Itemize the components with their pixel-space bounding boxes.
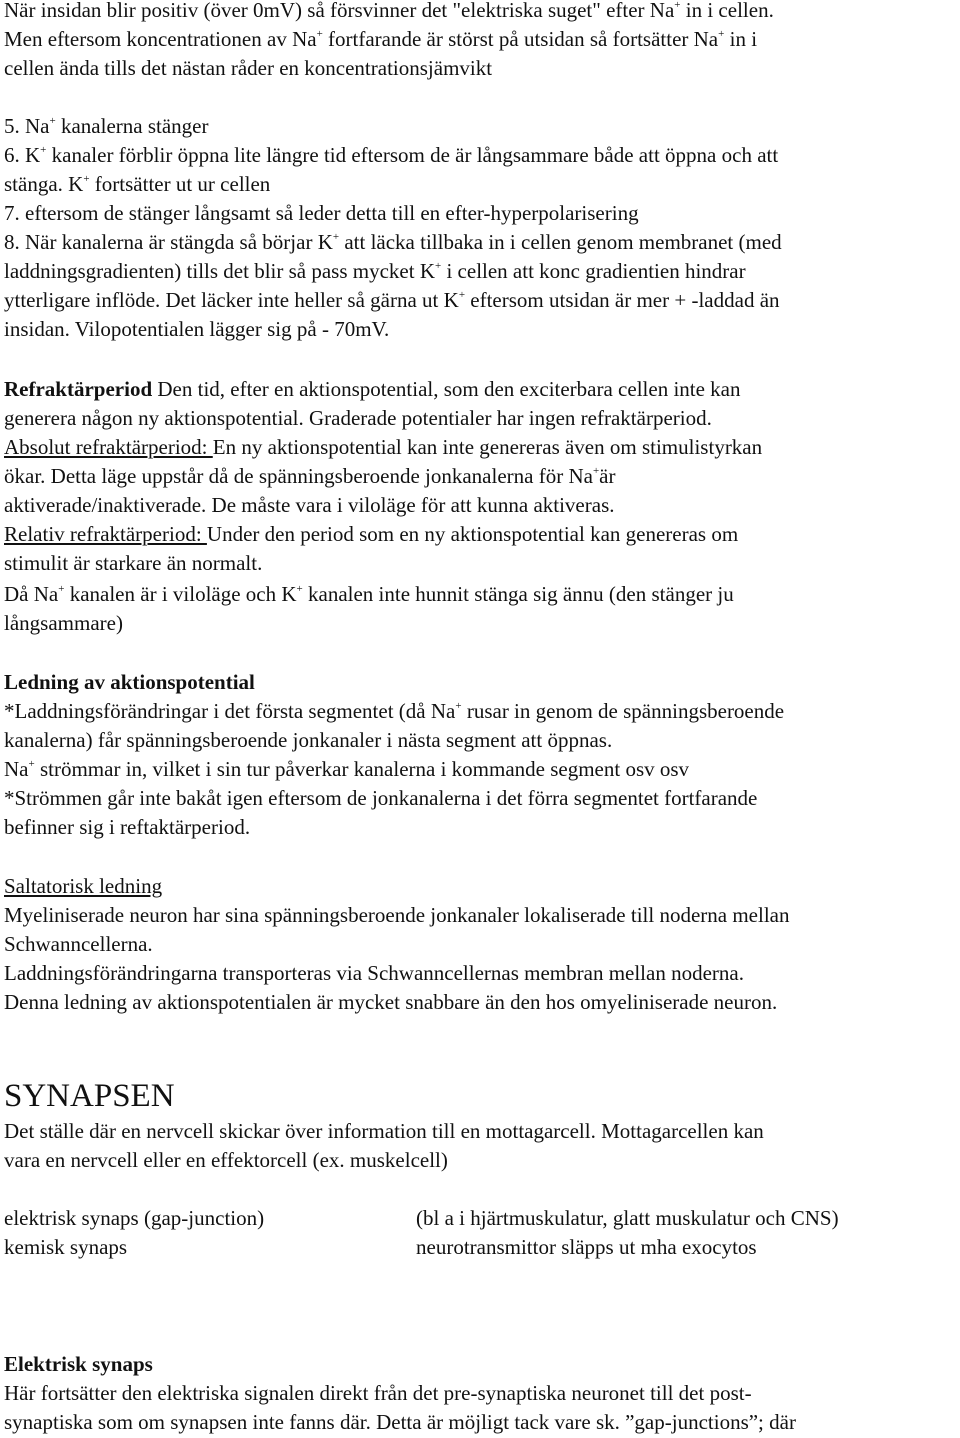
- list-item: 7. eftersom de stänger långsamt så leder detta till en efter-hyperpolarisering: [4, 201, 639, 225]
- text-line: vara en nervcell eller en effektorcell (ex. muskelcell): [4, 1148, 448, 1172]
- text-line: Refraktärperiod Den tid, efter en aktionspotential, som den exciterbara cellen inte kan: [4, 377, 741, 401]
- text-line: Laddningsförändringarna transporteras via Schwanncellernas membran mellan noderna.: [4, 961, 744, 985]
- text-line: Det ställe där en nervcell skickar över information till en mottagarcell. Mottagarcellen kan: [4, 1119, 764, 1143]
- text-line: stimulit är starkare än normalt.: [4, 551, 263, 575]
- term-absolut: Absolut refraktärperiod:: [4, 435, 213, 459]
- text-line: kanalerna) får spänningsberoende jonkanaler i nästa segment att öppnas.: [4, 728, 613, 752]
- text-line: När insidan blir positiv (över 0mV) så försvinner det "elektriska suget" efter Na+ in i cellen.: [4, 0, 774, 22]
- text-line: ökar. Detta läge uppstår då de spänningsberoende jonkanalerna för Na+är: [4, 464, 616, 488]
- text-line: synaptiska som om synapsen inte fanns där. Detta är möjligt tack vare sk. ”gap-junctions”; där: [4, 1410, 796, 1434]
- page-title: SYNAPSEN: [4, 1078, 175, 1114]
- term-refraktarperiod: Refraktärperiod: [4, 377, 153, 401]
- text-line: Myeliniserade neuron har sina spänningsberoende jonkanaler lokaliserade till noderna mellan: [4, 903, 790, 927]
- text-line: Relativ refraktärperiod: Under den period som en ny aktionspotential kan genereras om: [4, 522, 739, 546]
- text-line: generera någon ny aktionspotential. Graderade potentialer har ingen refraktärperiod.: [4, 406, 712, 430]
- section-heading: Saltatorisk ledning: [4, 874, 163, 898]
- text-line: stänga. K+ fortsätter ut ur cellen: [4, 172, 271, 196]
- text-line: insidan. Vilopotentialen lägger sig på - 70mV.: [4, 317, 390, 341]
- section-heading: Elektrisk synaps: [4, 1352, 153, 1376]
- list-item: 8. När kanalerna är stängda så börjar K+ att läcka tillbaka in i cellen genom membranet (med: [4, 230, 782, 254]
- text-line: långsammare): [4, 611, 123, 635]
- text-line: Na+ strömmar in, vilket i sin tur påverkar kanalerna i kommande segment osv osv: [4, 757, 690, 781]
- text-line: cellen ända tills det nästan råder en koncentrationsjämvikt: [4, 56, 493, 80]
- text-line: *Strömmen går inte bakåt igen eftersom de jonkanalerna i det förra segmentet fortfarande: [4, 786, 758, 810]
- text-line: aktiverade/inaktiverade. De måste vara i viloläge för att kunna aktiveras.: [4, 493, 615, 517]
- text-line: Schwanncellerna.: [4, 932, 153, 956]
- list-item: 6. K+ kanaler förblir öppna lite längre tid eftersom de är långsammare både att öppna och att: [4, 143, 779, 167]
- text-line: *Laddningsförändringar i det första segmentet (då Na+ rusar in genom de spänningsberoende: [4, 699, 785, 723]
- section-heading: Ledning av aktionspotential: [4, 670, 255, 694]
- text-line: Absolut refraktärperiod: En ny aktionspotential kan inte genereras även om stimulistyrkan: [4, 435, 763, 459]
- synapse-type-desc: (bl a i hjärtmuskulatur, glatt muskulatur och CNS): [416, 1206, 839, 1230]
- text-line: befinner sig i reftaktärperiod.: [4, 815, 251, 839]
- text-line: Men eftersom koncentrationen av Na+ fortfarande är störst på utsidan så fortsätter Na+ in i: [4, 27, 758, 51]
- text-line: Här fortsätter den elektriska signalen direkt från det pre-synaptiska neuronet till det post-: [4, 1381, 752, 1405]
- list-item: 5. Na+ kanalerna stänger: [4, 114, 209, 138]
- text-line: ytterligare inflöde. Det läcker inte heller så gärna ut K+ eftersom utsidan är mer + -laddad än: [4, 288, 780, 312]
- text-line: Då Na+ kanalen är i viloläge och K+ kanalen inte hunnit stänga sig ännu (den stänger ju: [4, 582, 734, 606]
- synapse-type-label: kemisk synaps: [4, 1235, 128, 1259]
- term-relativ: Relativ refraktärperiod:: [4, 522, 207, 546]
- synapse-type-label: elektrisk synaps (gap-junction): [4, 1206, 265, 1230]
- text-line: laddningsgradienten) tills det blir så pass mycket K+ i cellen att konc gradientien hindrar: [4, 259, 746, 283]
- text-line: Denna ledning av aktionspotentialen är mycket snabbare än den hos omyeliniserade neuron.: [4, 990, 778, 1014]
- synapse-type-desc: neurotransmittor släpps ut mha exocytos: [416, 1235, 757, 1259]
